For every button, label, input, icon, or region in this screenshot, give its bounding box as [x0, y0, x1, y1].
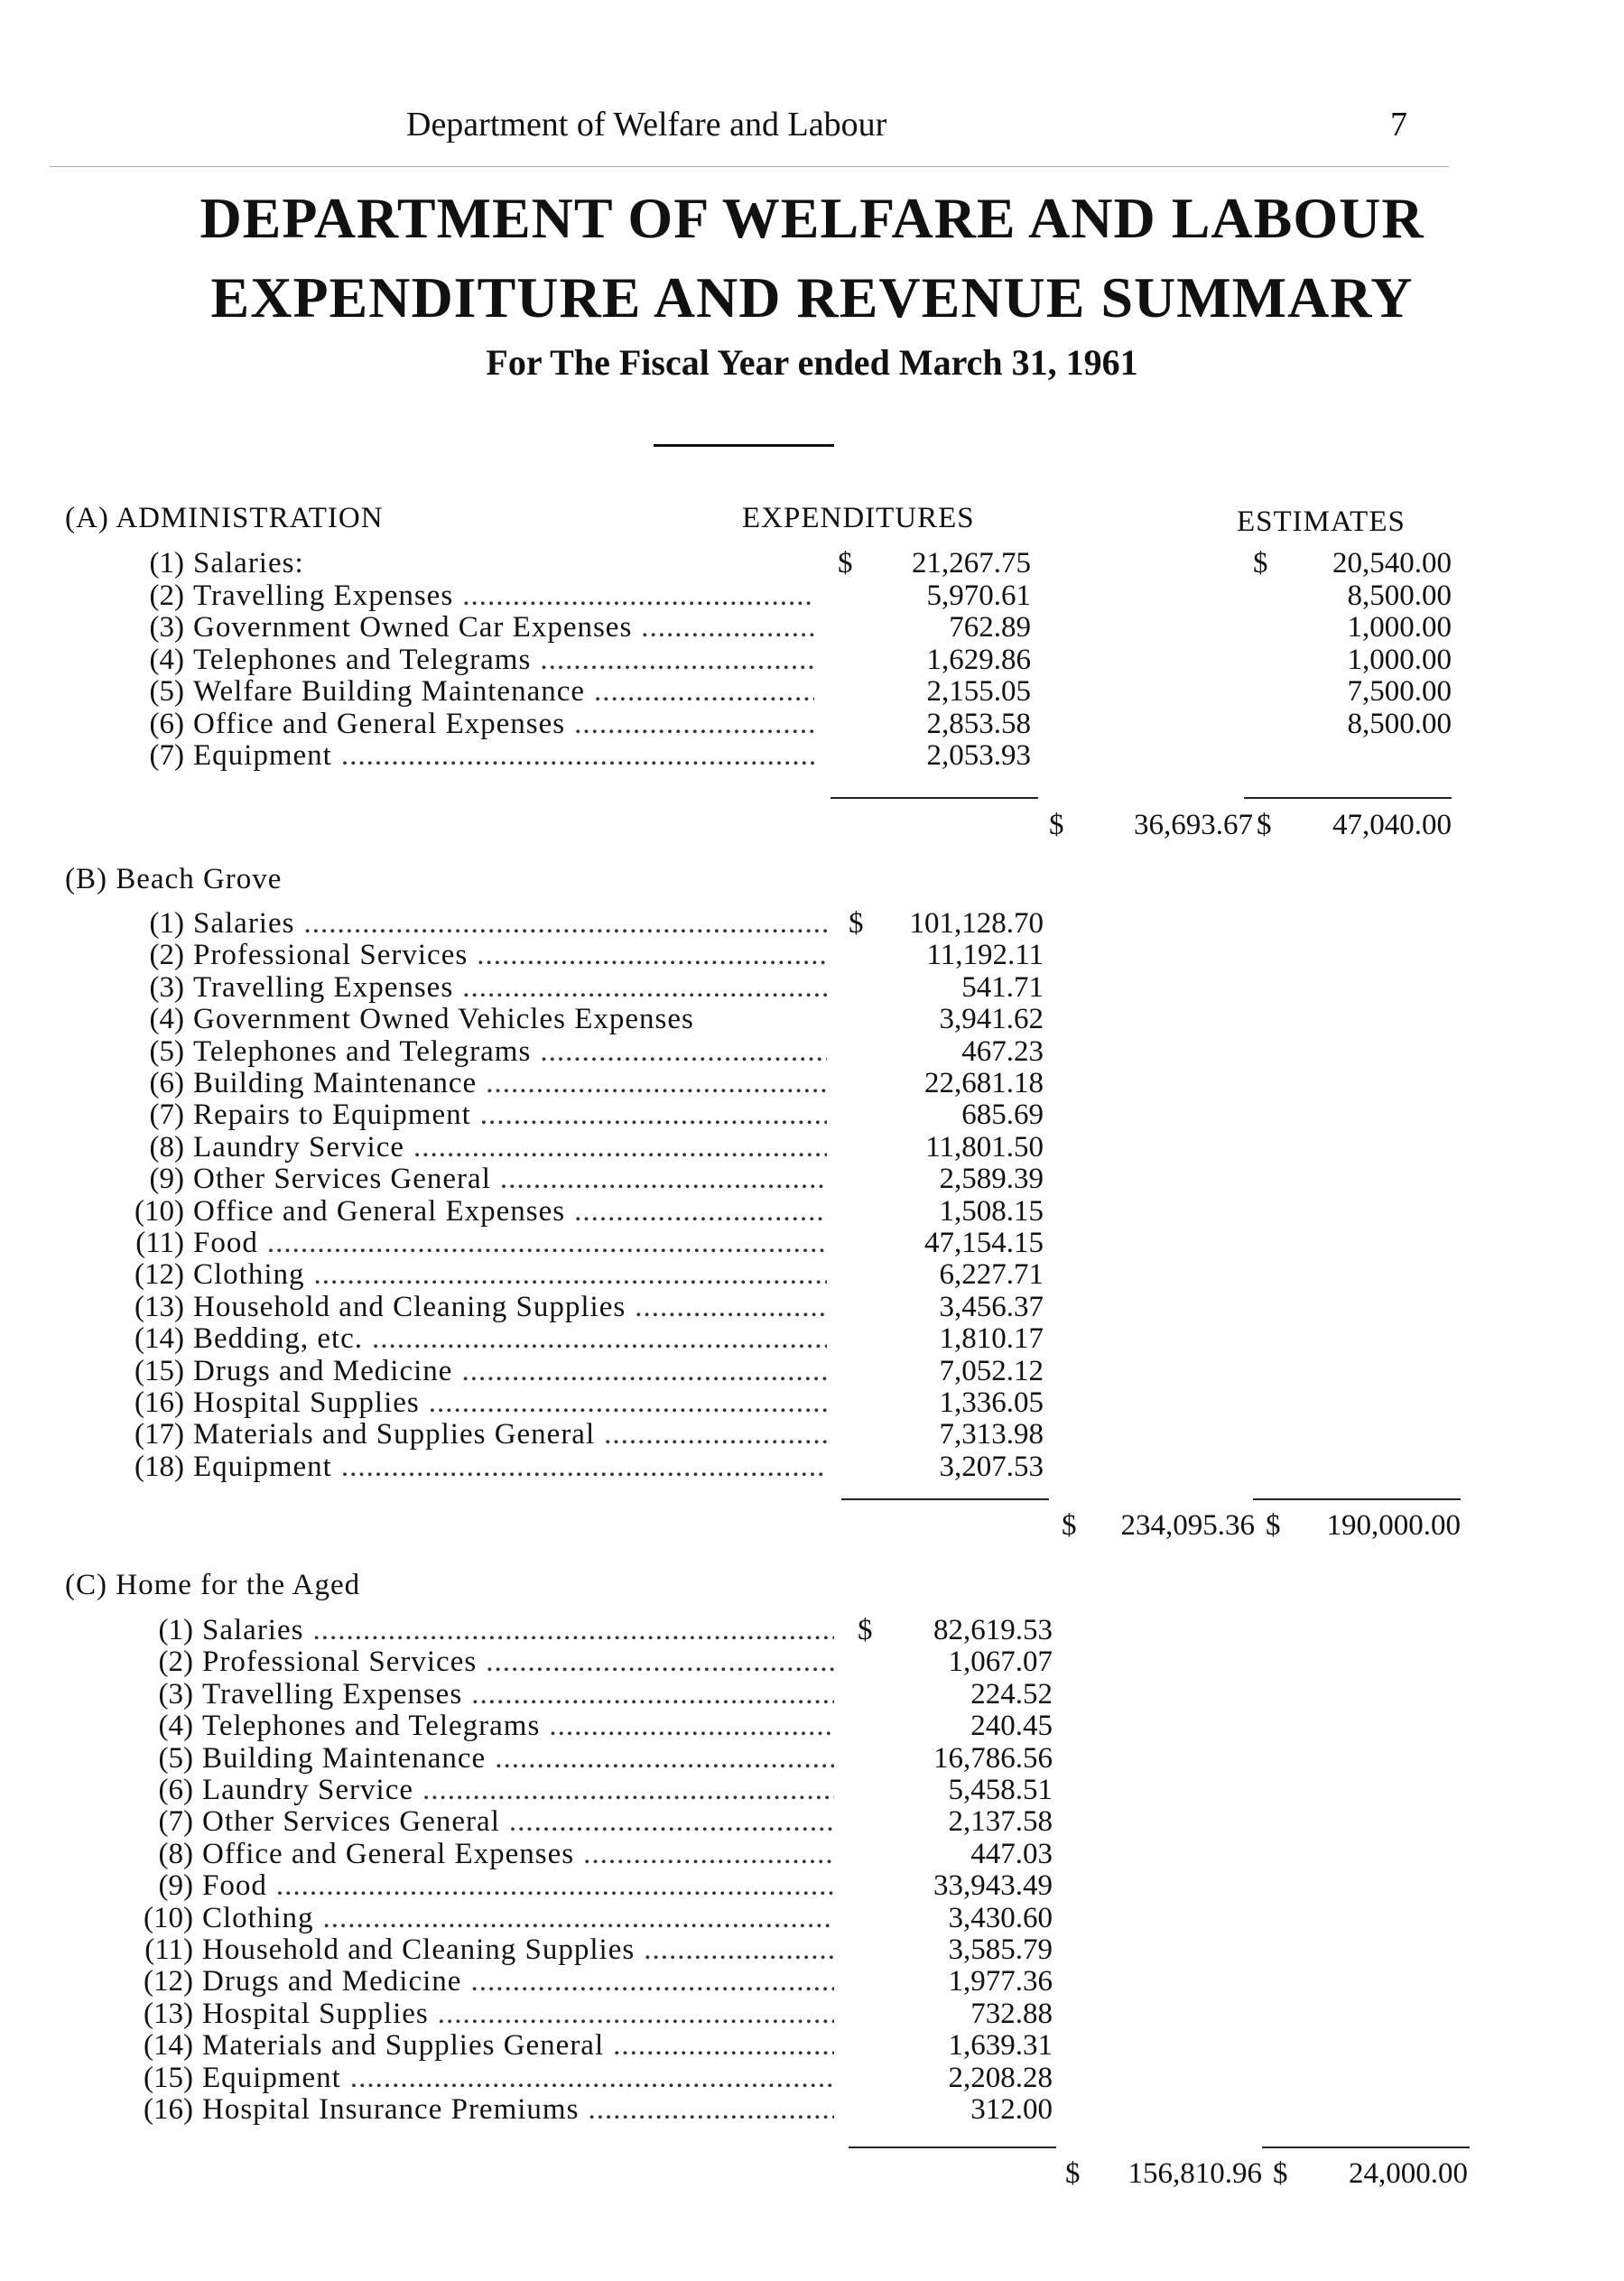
line-item: [116, 1003, 832, 1035]
line-item: [116, 1035, 832, 1068]
line-item: [116, 1965, 840, 1998]
running-header-title: Department of Welfare and Labour: [406, 106, 887, 144]
line-item-number: (7): [158, 1805, 193, 1839]
expenditure-amount: 732.88: [970, 1997, 1053, 2030]
line-item: [116, 580, 820, 612]
line-item-label: Welfare Building Maintenance: [193, 675, 586, 708]
line-item-number: (1): [158, 1614, 193, 1646]
line-item-label: Clothing: [193, 1258, 305, 1292]
line-item-label: Telephones and Telegrams: [193, 643, 532, 676]
estimate-amount: 1,000.00: [1347, 611, 1452, 644]
line-item: [116, 907, 832, 940]
dot-leader: [462, 971, 827, 1004]
estimate-total-rule: [1244, 797, 1452, 799]
line-item: [116, 1163, 832, 1195]
line-item-number: (10): [135, 1194, 184, 1228]
dot-leader: [303, 907, 827, 940]
dot-leader: [470, 1965, 834, 1998]
line-item-number: (2): [158, 1646, 193, 1679]
dot-leader: [312, 1614, 834, 1646]
section-heading-c: (C) Home for the Aged: [65, 1569, 361, 1601]
line-item: [116, 1838, 840, 1870]
line-item-number: (14): [144, 2029, 193, 2063]
expenditure-amount: 16,786.56: [933, 1741, 1053, 1775]
dot-leader: [480, 1099, 827, 1131]
expenditure-amount: 1,629.86: [926, 643, 1031, 676]
line-item: [116, 1131, 832, 1164]
dot-leader: [594, 675, 814, 708]
line-item-number: (1): [149, 547, 184, 580]
estimate-total-rule: [1253, 1498, 1461, 1500]
line-item-number: (6): [149, 707, 184, 740]
dot-leader: [540, 1035, 827, 1068]
line-item-number: (4): [149, 1003, 184, 1036]
line-item: [116, 1355, 832, 1387]
line-item-number: (7): [149, 739, 184, 772]
dot-leader: [413, 1131, 827, 1164]
expenditure-amount: 3,585.79: [948, 1933, 1053, 1966]
line-item: [116, 1386, 832, 1419]
expenditure-amount: 11,801.50: [925, 1130, 1044, 1164]
section-total-estimate: 47,040.00: [1332, 809, 1452, 841]
currency-symbol: $: [1273, 2157, 1288, 2190]
line-item: [116, 611, 820, 644]
line-item-label: Travelling Expenses: [193, 970, 454, 1004]
line-item: [116, 1195, 832, 1228]
section-heading-a: (A) ADMINISTRATION: [65, 502, 384, 534]
expenditure-amount: 5,458.51: [948, 1774, 1053, 1806]
page-number: 7: [1390, 106, 1407, 144]
section-total-expenditure: 234,095.36: [1120, 1509, 1255, 1542]
line-item-label: Other Services General: [202, 1805, 500, 1839]
dot-leader: [604, 1418, 827, 1451]
expenditure-amount: 2,053.93: [926, 739, 1031, 772]
document-title-line2: EXPENDITURE AND REVENUE SUMMARY: [210, 265, 1414, 329]
line-item-label: Equipment: [193, 1450, 332, 1483]
line-item-number: (8): [149, 1130, 184, 1164]
currency-symbol: $: [1257, 809, 1272, 841]
line-item: [116, 1710, 840, 1742]
line-item-number: (16): [135, 1386, 184, 1419]
line-item: [116, 1869, 840, 1902]
expenditure-amount: 541.71: [961, 970, 1044, 1004]
dot-leader: [613, 2029, 834, 2062]
line-item-label: Telephones and Telegrams: [202, 1710, 541, 1743]
dot-leader: [429, 1386, 827, 1419]
currency-symbol: $: [1049, 809, 1064, 841]
expenditure-amount: 6,227.71: [939, 1258, 1044, 1292]
line-item-label: Repairs to Equipment: [193, 1099, 471, 1132]
expenditures-column-header: EXPENDITURES: [742, 502, 975, 534]
dot-leader: [462, 580, 814, 612]
line-item-label: Other Services General: [193, 1163, 491, 1196]
line-item-number: (9): [149, 1163, 184, 1196]
expenditure-amount: 2,137.58: [948, 1805, 1053, 1839]
dot-leader: [509, 1805, 834, 1838]
dot-leader: [486, 1067, 827, 1099]
line-item-label: Office and General Expenses: [193, 707, 566, 740]
dot-leader: [486, 1646, 834, 1678]
line-item-number: (17): [135, 1418, 184, 1451]
expenditure-amount: 7,313.98: [939, 1418, 1044, 1451]
line-item-label: Equipment: [202, 2061, 341, 2094]
line-item: [116, 644, 820, 676]
section-total-expenditure: 36,693.67: [1134, 809, 1253, 841]
estimate-amount: 8,500.00: [1347, 579, 1452, 612]
estimate-amount: 8,500.00: [1347, 707, 1452, 740]
dot-leader: [574, 1195, 827, 1228]
estimate-amount: 7,500.00: [1347, 675, 1452, 708]
line-item-number: (2): [149, 939, 184, 972]
estimates-column-header: ESTIMATES: [1237, 505, 1406, 538]
estimate-amount: 20,540.00: [1332, 547, 1452, 580]
dot-leader: [341, 739, 814, 772]
line-item: [116, 1614, 840, 1646]
expenditure-amount: 3,941.62: [939, 1003, 1044, 1036]
line-item-label: Salaries: [193, 907, 295, 940]
section-heading-b: (B) Beach Grove: [65, 863, 283, 895]
line-item-number: (3): [149, 611, 184, 644]
expenditure-amount: 1,810.17: [939, 1322, 1044, 1356]
currency-symbol: $: [849, 907, 864, 940]
dot-leader: [372, 1322, 827, 1355]
dot-leader: [314, 1258, 827, 1291]
line-item: [116, 939, 832, 971]
line-item-number: (13): [144, 1997, 193, 2030]
line-item-label: Bedding, etc.: [193, 1322, 364, 1356]
line-item: [116, 1998, 840, 2030]
dot-leader: [495, 1742, 834, 1775]
line-item-label: Salaries: [202, 1614, 304, 1646]
line-item: [116, 708, 820, 740]
line-item: [116, 1099, 832, 1131]
line-item-number: (15): [144, 2061, 193, 2094]
line-item: [116, 1322, 832, 1355]
expenditure-amount: 312.00: [970, 2093, 1053, 2126]
expenditure-amount: 2,208.28: [948, 2061, 1053, 2094]
line-item-number: (5): [158, 1741, 193, 1775]
line-item-label: Office and General Expenses: [193, 1194, 566, 1228]
expenditure-amount: 101,128.70: [909, 907, 1044, 940]
expenditure-amount: 762.89: [949, 611, 1031, 644]
line-item-label: Laundry Service: [193, 1130, 404, 1164]
line-item-label: Materials and Supplies General: [193, 1418, 596, 1451]
currency-symbol: $: [1253, 547, 1268, 580]
section-total-estimate: 24,000.00: [1349, 2157, 1468, 2190]
line-item: [116, 971, 832, 1004]
line-item-label: Household and Cleaning Supplies: [202, 1933, 636, 1966]
expenditure-amount: 240.45: [970, 1710, 1053, 1743]
line-item: [116, 547, 820, 580]
line-item-number: (11): [144, 1933, 193, 1966]
line-item-label: Household and Cleaning Supplies: [193, 1290, 626, 1323]
line-item: [116, 2093, 840, 2126]
line-item: [116, 1418, 832, 1451]
expenditure-amount: 224.52: [970, 1677, 1053, 1711]
expenditure-amount: 3,430.60: [948, 1901, 1053, 1934]
expenditure-amount: 3,207.53: [939, 1450, 1044, 1483]
currency-symbol: $: [858, 1614, 873, 1646]
dot-leader: [323, 1902, 834, 1934]
line-item-number: (11): [135, 1227, 184, 1259]
expenditure-amount: 2,155.05: [926, 675, 1031, 708]
line-item: [116, 1227, 832, 1259]
subtotal-rule: [849, 2147, 1056, 2148]
expenditure-amount: 7,052.12: [939, 1354, 1044, 1387]
estimate-total-rule: [1262, 2147, 1470, 2148]
line-item: [116, 1067, 832, 1099]
dot-leader: [500, 1163, 827, 1195]
line-item: [116, 1742, 840, 1775]
dot-leader: [471, 1678, 834, 1711]
line-item-label: Materials and Supplies General: [202, 2029, 605, 2063]
dot-leader: [641, 611, 814, 644]
dot-leader: [341, 1451, 827, 1483]
line-item-label: Clothing: [202, 1901, 314, 1934]
dot-leader: [438, 1998, 834, 2030]
expenditure-amount: 33,943.49: [933, 1869, 1053, 1903]
line-item-label: Drugs and Medicine: [202, 1965, 462, 1998]
line-item-label: Building Maintenance: [202, 1741, 487, 1775]
line-item-label: Telephones and Telegrams: [193, 1034, 532, 1068]
line-item: [116, 1258, 832, 1291]
line-item: [116, 1805, 840, 1838]
expenditure-amount: 82,619.53: [933, 1614, 1053, 1646]
line-item-number: (16): [144, 2093, 193, 2126]
line-item-number: (1): [149, 907, 184, 940]
line-item-label: Government Owned Vehicles Expenses: [193, 1003, 694, 1036]
expenditure-amount: 11,192.11: [926, 939, 1044, 972]
title-divider: [654, 444, 834, 447]
line-item-label: Professional Services: [202, 1646, 478, 1679]
line-item-label: Drugs and Medicine: [193, 1354, 453, 1387]
line-item-number: (13): [135, 1290, 184, 1323]
line-item: [116, 2029, 840, 2062]
line-item-number: (4): [158, 1710, 193, 1743]
expenditure-amount: 685.69: [961, 1099, 1044, 1132]
currency-symbol: $: [1062, 1509, 1077, 1542]
line-item-number: (18): [135, 1450, 184, 1483]
dot-leader: [635, 1291, 827, 1323]
section-total-expenditure: 156,810.96: [1128, 2157, 1262, 2190]
line-item-label: Equipment: [193, 739, 332, 772]
line-item-number: (5): [149, 675, 184, 708]
line-item-label: Government Owned Car Expenses: [193, 611, 633, 644]
expenditure-amount: 1,508.15: [939, 1194, 1044, 1228]
dot-leader: [583, 1838, 834, 1870]
line-item: [116, 1291, 832, 1323]
line-item-number: (4): [149, 643, 184, 676]
expenditure-amount: 1,977.36: [948, 1965, 1053, 1998]
expenditure-amount: 2,589.39: [939, 1163, 1044, 1196]
line-item-label: Hospital Supplies: [193, 1386, 420, 1419]
document-subtitle: For The Fiscal Year ended March 31, 1961: [486, 342, 1138, 383]
expenditure-amount: 3,456.37: [939, 1290, 1044, 1323]
line-item: [116, 2062, 840, 2094]
dot-leader: [540, 644, 814, 676]
subtotal-rule: [841, 1498, 1049, 1500]
line-item-number: (9): [158, 1869, 193, 1903]
line-item: [116, 1646, 840, 1678]
line-item-number: (15): [135, 1354, 184, 1387]
line-item-number: (6): [149, 1067, 184, 1099]
line-item-number: (10): [144, 1901, 193, 1934]
line-item-number: (14): [135, 1322, 184, 1356]
dot-leader: [644, 1933, 834, 1966]
line-item-label: Office and General Expenses: [202, 1837, 575, 1870]
line-item: [116, 1678, 840, 1711]
expenditure-amount: 5,970.61: [926, 579, 1031, 612]
line-item-number: (3): [158, 1677, 193, 1711]
line-item-label: Food: [193, 1227, 258, 1259]
dot-leader: [276, 1869, 834, 1902]
line-item-number: (6): [158, 1774, 193, 1806]
line-item-label: Hospital Insurance Premiums: [202, 2093, 580, 2126]
expenditure-amount: 1,067.07: [948, 1646, 1053, 1679]
dot-leader: [588, 2093, 834, 2126]
line-item-label: Food: [202, 1869, 267, 1903]
line-item-number: (2): [149, 579, 184, 612]
line-item-label: Building Maintenance: [193, 1067, 478, 1099]
currency-symbol: $: [1065, 2157, 1081, 2190]
line-item: [116, 1933, 840, 1966]
expenditure-amount: 22,681.18: [924, 1067, 1044, 1099]
line-item-label: Travelling Expenses: [202, 1677, 463, 1711]
expenditure-amount: 447.03: [970, 1837, 1053, 1870]
expenditure-amount: 2,853.58: [926, 707, 1031, 740]
header-rule: [50, 166, 1449, 167]
estimate-amount: 1,000.00: [1347, 643, 1452, 676]
dot-leader: [461, 1355, 827, 1387]
line-item: [116, 739, 820, 772]
currency-symbol: $: [838, 547, 853, 580]
dot-leader: [549, 1710, 834, 1742]
line-item-label: Travelling Expenses: [193, 579, 454, 612]
line-item-number: (8): [158, 1837, 193, 1870]
document-title-line1: DEPARTMENT OF WELFARE AND LABOUR: [200, 186, 1424, 250]
line-item: [116, 1451, 832, 1483]
currency-symbol: $: [1266, 1509, 1281, 1542]
line-item-label: Hospital Supplies: [202, 1997, 429, 2030]
line-item-number: (7): [149, 1099, 184, 1132]
line-item-number: (5): [149, 1034, 184, 1068]
line-item-number: (12): [144, 1965, 193, 1998]
expenditure-amount: 1,639.31: [948, 2029, 1053, 2063]
expenditure-amount: 47,154.15: [924, 1227, 1044, 1259]
section-total-estimate: 190,000.00: [1326, 1509, 1461, 1542]
line-item-number: (3): [149, 970, 184, 1004]
dot-leader: [422, 1774, 834, 1806]
dot-leader: [574, 708, 814, 740]
expenditure-amount: 1,336.05: [939, 1386, 1044, 1419]
expenditure-amount: 21,267.75: [912, 547, 1031, 580]
dot-leader: [267, 1227, 827, 1259]
line-item: [116, 1774, 840, 1806]
line-item: [116, 1902, 840, 1934]
line-item-label: Salaries:: [193, 547, 304, 580]
expenditure-amount: 467.23: [961, 1034, 1044, 1068]
line-item-number: (12): [135, 1258, 184, 1292]
line-item-label: Laundry Service: [202, 1774, 413, 1806]
dot-leader: [350, 2062, 834, 2094]
subtotal-rule: [831, 797, 1038, 799]
line-item: [116, 675, 820, 708]
line-item-label: Professional Services: [193, 939, 469, 972]
dot-leader: [477, 939, 827, 971]
